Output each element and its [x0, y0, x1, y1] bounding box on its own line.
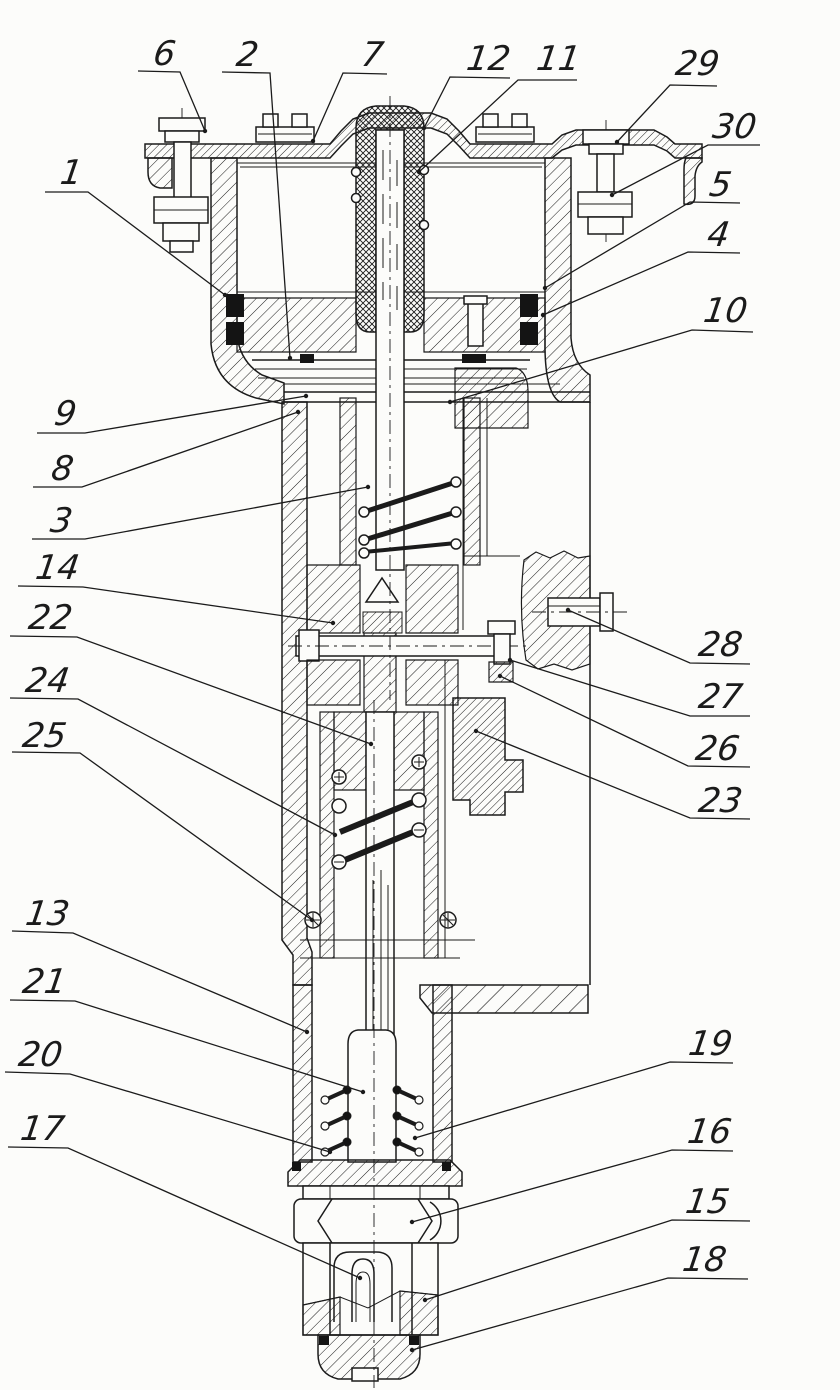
- callout-29: [615, 44, 722, 144]
- side-boss: [521, 551, 630, 670]
- leader-tip-15: [423, 1298, 427, 1302]
- part-number-29: 29: [673, 44, 722, 84]
- seal-ring: [520, 322, 538, 345]
- callout-1: [45, 153, 227, 297]
- part-number-22: 22: [26, 598, 75, 638]
- leader-tip-23: [474, 729, 478, 733]
- part-number-13: 13: [23, 894, 72, 934]
- sleeve-stud: [352, 194, 361, 203]
- barrel-bottom-flange: [288, 1160, 462, 1186]
- plunger: [348, 1030, 396, 1162]
- right-clamp-plate: [476, 114, 534, 142]
- right-mounting-bolt: [578, 120, 632, 242]
- bottom-cap-nut: [318, 1335, 420, 1381]
- leader-tip-20: [328, 1150, 332, 1154]
- upper-spring: [359, 477, 461, 558]
- leader-tip-6: [203, 129, 207, 133]
- callout-19: [413, 1024, 735, 1140]
- leader-tip-30: [610, 193, 614, 197]
- lower-seal: [462, 354, 486, 363]
- washer-band: [303, 1186, 449, 1199]
- left-clamp-plate: [256, 114, 314, 142]
- callout-25: [12, 716, 314, 922]
- part-number-4: 4: [704, 215, 733, 255]
- sleeve-stud: [352, 168, 361, 177]
- leader-tip-8: [296, 410, 300, 414]
- part-number-10: 10: [701, 291, 750, 331]
- leader-tip-22: [369, 742, 373, 746]
- part-number-26: 26: [693, 729, 742, 769]
- nozzle-holder-block: [445, 660, 523, 958]
- part-number-23: 23: [696, 781, 745, 821]
- part-number-18: 18: [680, 1240, 729, 1280]
- seal-ring: [226, 294, 244, 317]
- nozzle-spring-left: [321, 1086, 351, 1156]
- leader-tip-2: [288, 356, 292, 360]
- part-number-24: 24: [23, 661, 72, 701]
- leader-tip-14: [331, 621, 335, 625]
- leader-tip-16: [410, 1220, 414, 1224]
- part-number-11: 11: [534, 39, 583, 79]
- leader-line-18: [412, 1278, 748, 1350]
- part-number-3: 3: [47, 501, 76, 541]
- part-number-30: 30: [710, 107, 759, 147]
- seal-ring: [226, 322, 244, 345]
- part-number-9: 9: [51, 394, 80, 434]
- part-number-19: 19: [686, 1024, 735, 1064]
- part-number-1: 1: [57, 153, 86, 193]
- leader-tip-13: [305, 1030, 309, 1034]
- leader-tip-21: [361, 1090, 365, 1094]
- sleeve-stud: [420, 221, 429, 230]
- part-number-8: 8: [48, 449, 77, 489]
- leader-tip-19: [413, 1136, 417, 1140]
- part-number-5: 5: [706, 165, 735, 205]
- leader-tip-24: [333, 833, 337, 837]
- cup-left-wall: [211, 158, 284, 404]
- leader-line-3: [32, 487, 368, 539]
- leader-tip-9: [304, 394, 308, 398]
- nozzle-spring-right: [393, 1086, 423, 1156]
- part-number-14: 14: [33, 548, 82, 588]
- leader-tip-29: [615, 140, 619, 144]
- valve-cone: [366, 578, 398, 602]
- part-number-7: 7: [358, 35, 387, 75]
- leader-tip-4: [541, 313, 545, 317]
- part-number-25: 25: [20, 716, 69, 756]
- leader-tip-10: [448, 400, 452, 404]
- leader-tip-1: [223, 293, 227, 297]
- leader-tip-28: [566, 608, 570, 612]
- part-number-27: 27: [696, 677, 745, 717]
- callout-18: [410, 1240, 748, 1352]
- part-number-16: 16: [685, 1112, 734, 1152]
- part-number-28: 28: [696, 625, 745, 665]
- leader-tip-26: [498, 674, 502, 678]
- part-number-20: 20: [16, 1035, 65, 1075]
- part-number-2: 2: [233, 35, 262, 75]
- part-number-6: 6: [150, 34, 179, 74]
- rubber-sleeve: [352, 106, 429, 570]
- guide-stud: [468, 302, 483, 346]
- leader-tip-18: [410, 1348, 414, 1352]
- seal-ring: [520, 294, 538, 317]
- leader-tip-7: [311, 139, 315, 143]
- leader-tip-12: [422, 126, 426, 130]
- right-bracket-foot: [684, 158, 702, 204]
- leader-tip-5: [543, 286, 547, 290]
- leader-tip-17: [358, 1276, 362, 1280]
- part-number-15: 15: [683, 1182, 732, 1222]
- lower-seal: [300, 354, 314, 363]
- nozzle-body: [303, 1243, 438, 1335]
- part-number-12: 12: [464, 39, 513, 79]
- leader-tip-11: [417, 170, 421, 174]
- union-nut: [294, 1199, 458, 1243]
- part-number-21: 21: [20, 962, 69, 1002]
- leader-tip-25: [310, 918, 314, 922]
- leader-tip-3: [366, 485, 370, 489]
- left-bracket-foot: [148, 158, 172, 188]
- spindle: [366, 712, 394, 1042]
- leader-line-19: [415, 1062, 733, 1138]
- callout-3: [32, 485, 370, 541]
- leader-tip-27: [508, 658, 512, 662]
- part-number-17: 17: [18, 1109, 67, 1149]
